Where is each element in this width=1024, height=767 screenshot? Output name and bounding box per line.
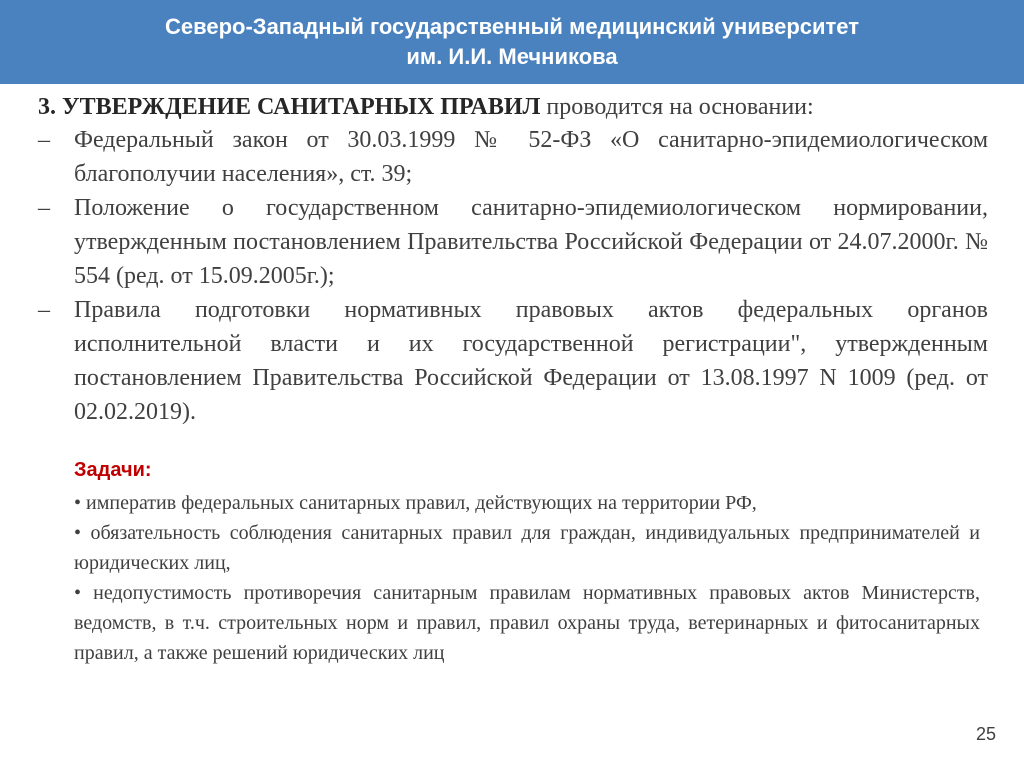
task-item: • недопустимость противоречия санитарным правилам нормативных правовых актов Министерств, ведомств, в т.ч. строительных норм и правил, правил охраны труда, ветеринарных и фитосанитарных правил, а также решений юридических лиц <box>74 582 980 664</box>
header-title-line1: Северо-Западный государственный медицинский университет <box>164 14 860 39</box>
slide-header <box>0 0 1024 84</box>
list-item-text: Положение о государственном санитарно-эпидемиологическом нормировании, утвержденным постановлением Правительства Российской Федерации от 24.07.2000г. № 554 (ред. от 15.09.2005г.); <box>74 195 988 289</box>
task-item: • императив федеральных санитарных правил, действующих на территории РФ, <box>74 492 757 514</box>
list-item <box>38 191 988 293</box>
basis-list <box>38 123 988 429</box>
dash-marker: – <box>38 127 50 153</box>
list-item-text: Федеральный закон от 30.03.1999 № 52-ФЗ «О санитарно-эпидемиологическом благополучии населения», ст. 39; <box>74 127 988 187</box>
tasks-title: Задачи: <box>74 459 152 481</box>
section-heading-rest: проводится на основании: <box>540 94 814 120</box>
task-item: • обязательность соблюдения санитарных правил для граждан, индивидуальных предпринимателей и юридических лиц, <box>74 522 980 574</box>
list-item <box>38 293 988 429</box>
page-number: 25 <box>975 724 996 744</box>
list-item <box>38 123 988 191</box>
list-item-text: Правила подготовки нормативных правовых актов федеральных органов исполнительной власти и их государственной регистрации", утвержденным постановлением Правительства Российской Федерации от 13.08.1997 N 1009 (ред. от 02.02.2019). <box>74 297 988 425</box>
dash-marker: – <box>38 297 50 323</box>
main-content <box>38 92 988 429</box>
dash-marker: – <box>38 195 50 221</box>
header-title-line2: им. И.И. Мечникова <box>406 44 618 69</box>
section-intro <box>38 92 988 123</box>
tasks-block <box>74 456 980 668</box>
tasks-list <box>74 488 980 668</box>
section-heading: 3. УТВЕРЖДЕНИЕ САНИТАРНЫХ ПРАВИЛ <box>38 94 541 120</box>
